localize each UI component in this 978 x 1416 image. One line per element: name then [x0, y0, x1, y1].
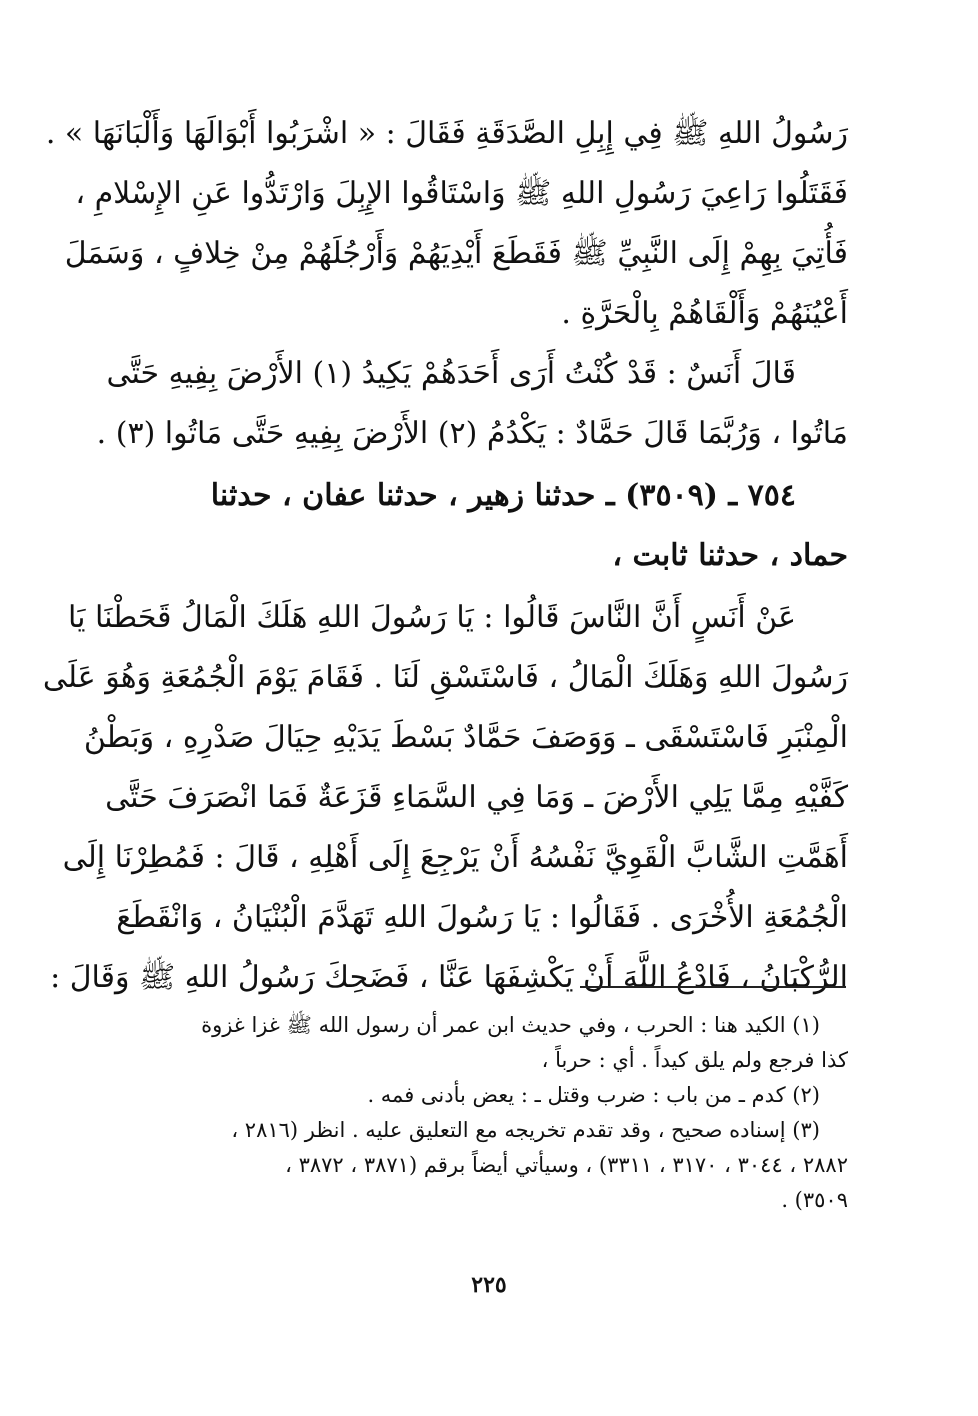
text-line: فَأُتِيَ بِهِمْ إِلَى النَّبِيِّ ﷺ فَقَطَعَ أَيْدِيَهُمْ وَأَرْجُلَهُمْ مِنْ خِلافٍ ، وَسَمَلَ	[64, 236, 848, 271]
footnotes	[158, 1008, 848, 1218]
text-line: مَاتُوا ، وَرُبَّمَا قَالَ حَمَّادٌ : يَكْدُمُ (٢) الأَرْضَ بِفِيهِ حَتَّى مَاتُوا (٣) .	[96, 416, 848, 451]
text-line: قَالَ أَنَسٌ : قَدْ كُنْتُ أَرَى أَحَدَهُمْ يَكِيدُ (١) الأَرْضَ بِفِيهِ حَتَّى	[106, 356, 796, 391]
paragraph-hadith-754-isnad	[158, 466, 848, 586]
footnote-line: كذا فرجع ولم يلق كيداً . أي : حرباً ،	[541, 1048, 848, 1072]
text-line: رَسُولَ اللهِ وَهَلَكَ الْمَالُ ، فَاسْتَسْقِ لَنَا . فَقَامَ يَوْمَ الْجُمُعَةِ وَهُوَ عَلَى	[42, 660, 848, 695]
page-number: ٢٢٥	[471, 1272, 507, 1298]
text-line: حماد ، حدثنا ثابت ،	[612, 538, 848, 573]
text-line: أَهَمَّتِ الشَّابَّ الْقَوِيَّ نَفْسُهُ أَنْ يَرْجِعَ إِلَى أَهْلِهِ ، قَالَ : فَمُطِرْنَا إِلَى	[62, 840, 848, 875]
text-line: فَقَتَلُوا رَاعِيَ رَسُولِ اللهِ ﷺ وَاسْتَاقُوا الإِبِلَ وَارْتَدُّوا عَنِ الإِسْلامِ ،	[75, 176, 848, 211]
text-line: أَعْيُنَهُمْ وَأَلْقَاهُمْ بِالْحَرَّةِ .	[561, 296, 848, 331]
text-line: الْجُمُعَةِ الأُخْرَى . فَقَالُوا : يَا رَسُولَ اللهِ تَهَدَّمَ الْبُنْيَانُ ، وَانْقَطَعَ	[116, 900, 848, 935]
text-line: الْمِنْبَرِ فَاسْتَسْقَى ـ وَوَصَفَ حَمَّادٌ بَسْطَ يَدَيْهِ حِيَالَ صَدْرِهِ ، وَبَطْنُ	[83, 720, 848, 755]
text-line: عَنْ أَنَسٍ أَنَّ النَّاسَ قَالُوا : يَا رَسُولَ اللهِ هَلَكَ الْمَالُ قَحَطْنَا يَا	[67, 600, 796, 635]
text-line: كَفَّيْهِ مِمَّا يَلِي الأَرْضَ ـ وَمَا فِي السَّمَاءِ قَزَعَةٌ فَمَا انْصَرَفَ حَتَّى	[105, 780, 848, 815]
footnote-line: ٣٥٠٩) .	[781, 1188, 848, 1212]
footnote-line: (٣) إسناده صحيح ، وقد تقدم تخريجه مع التعليق عليه . انظر (٢٨١٦ ،	[231, 1118, 820, 1142]
text-line: رَسُولُ اللهِ ﷺ فِي إِبِلِ الصَّدَقَةِ فَقَالَ : « اشْرَبُوا أَبْوَالَهَا وَأَلْبَانَهَا » .	[45, 116, 848, 151]
footnote-line: ٢٨٨٢ ، ٣٠٤٤ ، ٣١٧٠ ، ٣٣١١) ، وسيأتي أيضاً برقم (٣٨٧١ ، ٣٨٧٢ ،	[285, 1153, 848, 1177]
text-line: ٧٥٤ ـ (٣٥٠٩) ـ حدثنا زهير ، حدثنا عفان ، حدثنا	[210, 478, 796, 513]
footnote-line: (١) الكيد هنا : الحرب ، وفي حديث ابن عمر أن رسول الله ﷺ غزا غزوة	[201, 1013, 820, 1037]
paragraph-anas-saying	[96, 344, 848, 464]
text-line: الرُّكْبَانُ ، فَادْعُ اللَّهَ أَنْ يَكْشِفَهَا عَنَّا ، فَضَحِكَ رَسُولُ اللهِ ﷺ وَقَالَ :	[50, 960, 848, 995]
paragraph-hadith-754-matn	[42, 588, 848, 1008]
paragraph-hadith-continuation	[45, 104, 848, 344]
footnote-line: (٢) كدم ـ من باب : ضرب وقتل ـ : يعض بأدنى فمه .	[367, 1083, 820, 1107]
footnote-divider	[580, 986, 846, 988]
